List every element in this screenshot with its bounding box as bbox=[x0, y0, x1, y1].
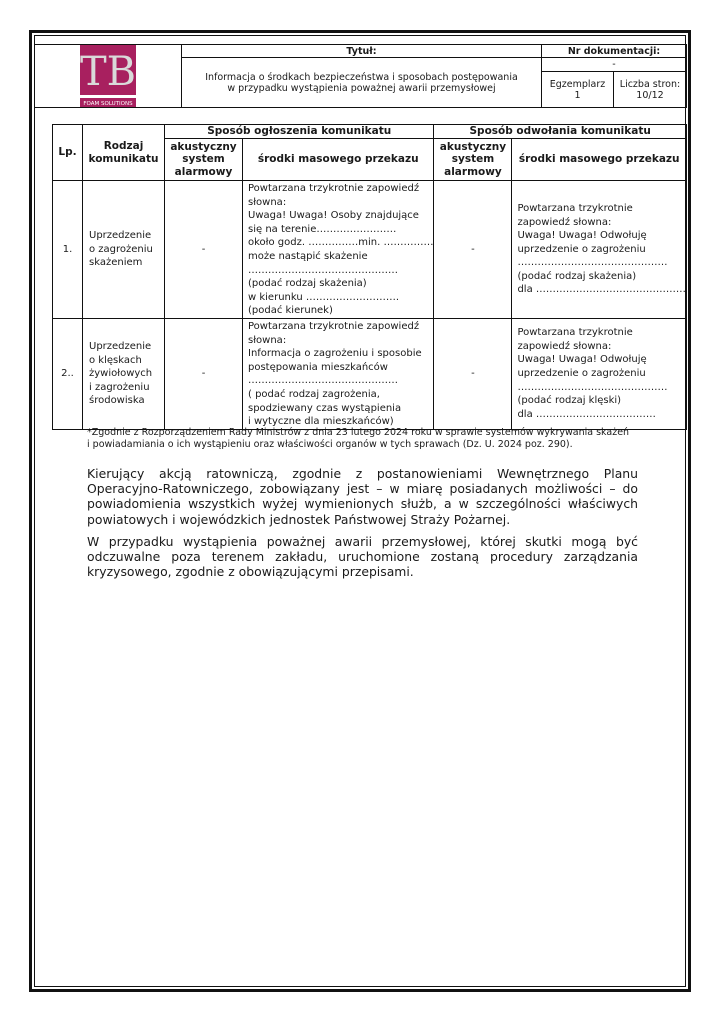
company-logo bbox=[80, 45, 136, 107]
row-lp: 1. bbox=[53, 181, 83, 319]
pages-value: 10/12 bbox=[636, 89, 664, 101]
sub-header-acoustic-revoke: akustyczny system alarmowy bbox=[434, 139, 512, 181]
col-header-lp: Lp. bbox=[53, 125, 83, 181]
row-announce-acoustic: - bbox=[165, 319, 243, 430]
title-label: Tytuł: bbox=[182, 45, 542, 58]
messages-table bbox=[52, 124, 687, 430]
footnote: *Zgodnie z Rozporządzeniem Rady Ministrów z dnia 23 lutego 2024 roku w sprawie systemów wykrywania skażeń i powiadamiania o ich wystąpieniu oraz właściwości organów w tych sprawach (Dz. U. 2024 poz. 290). bbox=[87, 427, 630, 450]
docnum-label: Nr dokumentacji: bbox=[542, 45, 687, 58]
document-title: Informacja o środkach bezpieczeństwa i sposobach postępowania w przypadku wystąpienia poważnej awarii przemysłowej bbox=[182, 58, 542, 108]
row-type: Uprzedzenie o klęskach żywiołowych i zagrożeniu środowiska bbox=[83, 319, 165, 430]
sub-header-media-revoke: środki masowego przekazu bbox=[512, 139, 686, 181]
row-revoke-media: Powtarzana trzykrotnie zapowiedź słowna: Uwaga! Uwaga! Odwołuję uprzedzenie o zagrożeniu ……………………………………… (podać rodzaj klęski) dla ……………………………… bbox=[512, 319, 686, 430]
col-header-type: Rodzaj komunikatu bbox=[83, 125, 165, 181]
table-row bbox=[53, 181, 687, 319]
document-header bbox=[34, 44, 687, 108]
docnum-value: - bbox=[542, 58, 687, 72]
sub-header-media-announce: środki masowego przekazu bbox=[243, 139, 434, 181]
row-announce-media: Powtarzana trzykrotnie zapowiedź słowna: Informacja o zagrożeniu i sposobie postępowania mieszkańców ……………………………………… ( podać rodzaj zagrożenia, spodziewany czas wystąpienia i wytyczne dla mieszkańców) bbox=[243, 319, 434, 430]
row-announce-media: Powtarzana trzykrotnie zapowiedź słowna: Uwaga! Uwaga! Osoby znajdujące się na terenie…………………… około godz. ……………min. …………… może nastąpić skażenie ……………………………………… (podać rodzaj skażenia) w kierunku ………………………. (podać kierunek) bbox=[243, 181, 434, 319]
paragraph-crisis: W przypadku wystąpienia poważnej awarii przemysłowej, której skutki mogą być odczuwalne poza terenem zakładu, uruchomione zostaną procedury zarządzania kryzysowego, zgodnie z obowiązującymi przepisami. bbox=[87, 534, 638, 580]
row-type: Uprzedzenie o zagrożeniu skażeniem bbox=[83, 181, 165, 319]
copy-value: 1 bbox=[574, 89, 581, 101]
paragraph-notification: Kierujący akcją ratowniczą, zgodnie z postanowieniami Wewnętrznego Planu Operacyjno-Ratowniczego, zobowiązany jest – w miarę posiadanych możliwości – do powiadomienia wszystkich wyżej wymienionych służb, a w szczególności właściwych powiatowych i wojewódzkich jednostek Państwowej Straży Pożarnej. bbox=[87, 466, 638, 527]
row-announce-acoustic: - bbox=[165, 181, 243, 319]
row-revoke-media: Powtarzana trzykrotnie zapowiedź słowna: Uwaga! Uwaga! Odwołuję uprzedzenie o zagrożeniu ……………………………………… (podać rodzaj skażenia) dla ……………………………………… bbox=[512, 181, 686, 319]
logo-letters: TB bbox=[80, 49, 136, 95]
table-row bbox=[53, 319, 687, 430]
copy-label: Egzemplarz bbox=[549, 78, 606, 90]
pages-cell bbox=[614, 72, 687, 108]
row-revoke-acoustic: - bbox=[434, 181, 512, 319]
pages-label: Liczba stron: bbox=[619, 78, 681, 90]
row-lp: 2.. bbox=[53, 319, 83, 430]
logo-subtext: FOAM SOLUTIONS bbox=[83, 101, 133, 107]
group-header-revoke: Sposób odwołania komunikatu bbox=[434, 125, 686, 139]
row-revoke-acoustic: - bbox=[434, 319, 512, 430]
copy-cell bbox=[542, 72, 614, 108]
sub-header-acoustic-announce: akustyczny system alarmowy bbox=[165, 139, 243, 181]
logo-cell bbox=[35, 45, 182, 108]
group-header-announce: Sposób ogłoszenia komunikatu bbox=[165, 125, 434, 139]
